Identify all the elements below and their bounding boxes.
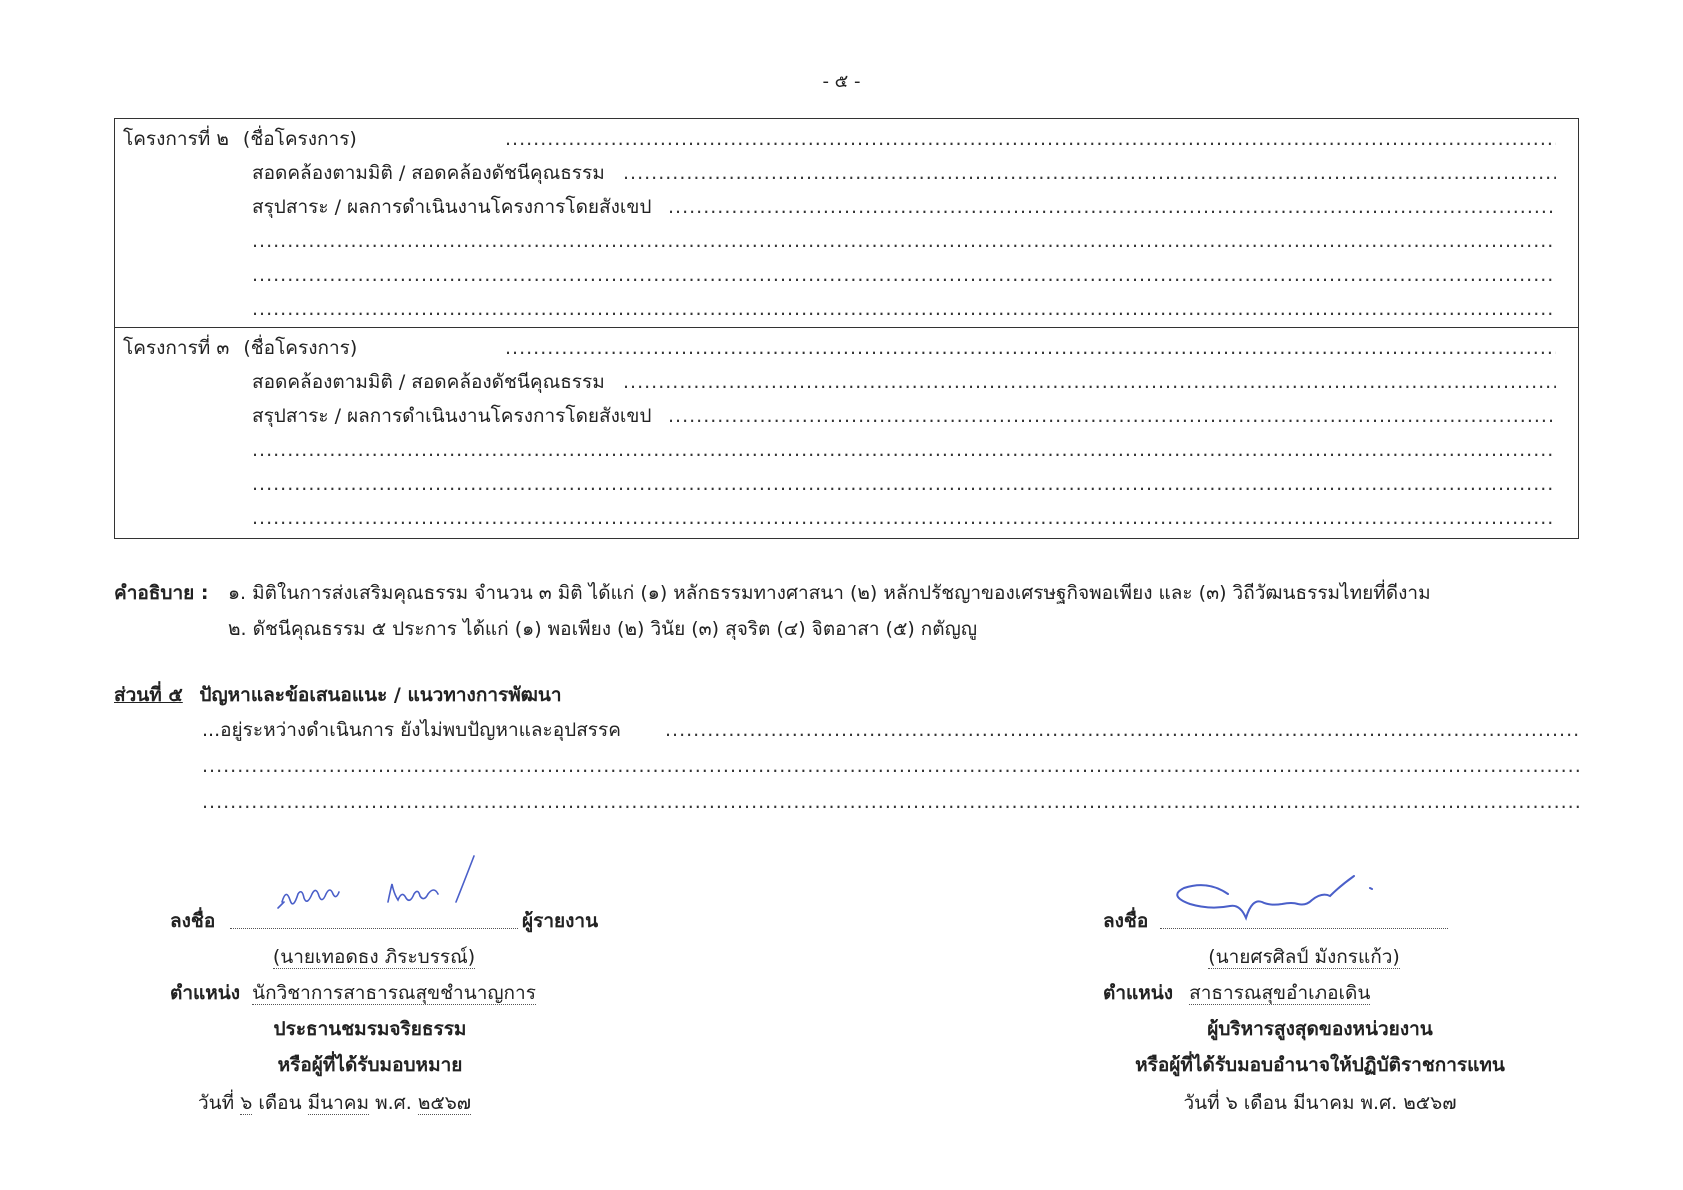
- part5-heading: [114, 680, 562, 710]
- project-3-summary-label: สรุปสาระ / ผลการดำเนินงานโครงการโดยสังเขป: [252, 405, 652, 427]
- left-title-line1: ประธานชมรมจริยธรรม: [273, 1018, 467, 1040]
- right-position: สาธารณสุขอำเภอเดิน: [1189, 982, 1371, 1004]
- project-2-name-dots: [505, 125, 1556, 153]
- project-3-title: โครงการที่ ๓: [123, 337, 230, 359]
- left-title-line2: หรือผู้ที่ได้รับมอบหมาย: [277, 1054, 463, 1076]
- left-position-label: ตำแหน่ง: [170, 982, 241, 1004]
- left-sign-label: ลงชื่อ: [170, 910, 216, 932]
- project-3-summary-line: [252, 436, 1556, 464]
- project-2-summary-line: [252, 295, 1556, 323]
- right-sign-label: ลงชื่อ: [1103, 910, 1149, 932]
- right-title-line2: หรือผู้ที่ได้รับมอบอำนาจให้ปฏิบัติราชการแทน: [1135, 1054, 1505, 1076]
- project-2-name-label: (ชื่อโครงการ): [242, 128, 357, 150]
- part5-label: ส่วนที่ ๕: [114, 684, 183, 706]
- part5-answer-dots: [665, 716, 1579, 744]
- left-signature-image: [270, 850, 490, 930]
- right-position-row: [1103, 978, 1370, 1008]
- left-date-day: ๖: [240, 1092, 253, 1114]
- left-date-prefix: วันที่: [198, 1092, 235, 1114]
- project-2-summary-line: [252, 261, 1556, 289]
- project-2-alignment-label: สอดคล้องตามมิติ / สอดคล้องดัชนีคุณธรรม: [252, 162, 605, 184]
- project-2-summary-label: สรุปสาระ / ผลการดำเนินงานโครงการโดยสังเขป: [252, 196, 652, 218]
- project-3-summary-line: [252, 470, 1556, 498]
- page-number: - ๕ -: [822, 71, 861, 92]
- part5-line: [202, 752, 1579, 780]
- explanation-label: คำอธิบาย :: [114, 582, 209, 604]
- project-2-title: โครงการที่ ๒: [123, 128, 229, 150]
- left-name: [230, 942, 518, 972]
- project-3-name-label: (ชื่อโครงการ): [243, 337, 358, 359]
- project-3-alignment-label: สอดคล้องตามมิติ / สอดคล้องดัชนีคุณธรรม: [252, 371, 605, 393]
- left-position-row: [170, 978, 536, 1008]
- project-2-box: [114, 118, 1579, 328]
- left-date-month: มีนาคม: [307, 1092, 370, 1114]
- part5-title: ปัญหาและข้อเสนอแนะ / แนวทางการพัฒนา: [199, 684, 562, 706]
- project-3-box: [114, 327, 1579, 539]
- right-name: [1160, 942, 1448, 972]
- explanation-item: ๑. มิติในการส่งเสริมคุณธรรม จำนวน ๓ มิติ ได้แก่ (๑) หลักธรรมทางศาสนา (๒) หลักปรัชญาของเศรษฐกิจพอเพียง และ (๓) วิถีวัฒนธรรมไทยที่ดีงาม: [228, 582, 1431, 604]
- explanation-item: ๒. ดัชนีคุณธรรม ๕ ประการ ได้แก่ (๑) พอเพียง (๒) วินัย (๓) สุจริต (๔) จิตอาสา (๕) กตัญญู: [228, 618, 978, 640]
- right-date: วันที่ ๖ เดือน มีนาคม พ.ศ. ๒๕๖๗: [1183, 1092, 1457, 1114]
- right-signature-image: [1170, 868, 1390, 938]
- part5-answer: ...อยู่ระหว่างดำเนินการ ยังไม่พบปัญหาและอุปสรรค: [202, 719, 621, 741]
- project-3-name-dots: [505, 334, 1556, 362]
- left-date-month-label: เดือน: [258, 1092, 302, 1114]
- project-3-summary-line: [252, 504, 1556, 532]
- left-position: นักวิชาการสาธารณสุขชำนาญการ: [252, 982, 536, 1004]
- project-3-alignment-dots: [623, 368, 1556, 396]
- part5-line: [202, 788, 1579, 816]
- project-2-alignment-dots: [623, 159, 1556, 187]
- left-date-year-label: พ.ศ.: [375, 1092, 412, 1114]
- right-name-text: (นายศรศิลป์ มังกรแก้ว): [1208, 946, 1400, 968]
- left-role-suffix: ผู้รายงาน: [522, 910, 599, 932]
- project-2-summary-line: [252, 227, 1556, 255]
- project-3-summary-dots: [668, 402, 1556, 430]
- left-date-year: ๒๕๖๗: [417, 1092, 472, 1114]
- left-name-text: (นายเทอดธง ภิระบรรณ์): [272, 946, 476, 968]
- project-2-summary-dots: [668, 193, 1556, 221]
- left-date: [198, 1088, 471, 1118]
- right-position-label: ตำแหน่ง: [1103, 982, 1174, 1004]
- right-title-line1: ผู้บริหารสูงสุดของหน่วยงาน: [1207, 1018, 1433, 1040]
